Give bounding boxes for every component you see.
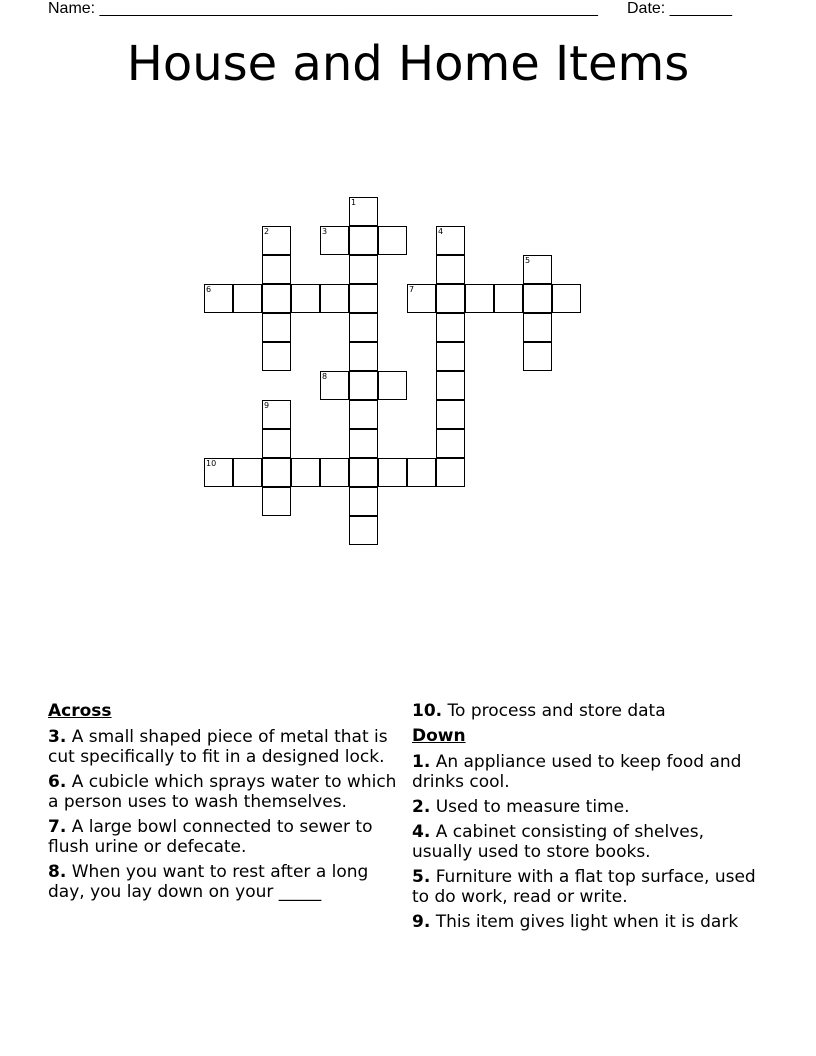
crossword-cell[interactable] bbox=[320, 226, 349, 255]
crossword-cell[interactable] bbox=[262, 429, 291, 458]
crossword-cell[interactable] bbox=[349, 342, 378, 371]
crossword-cell[interactable] bbox=[320, 284, 349, 313]
cell-number: 7 bbox=[409, 285, 415, 294]
clue-number: 3. bbox=[48, 727, 67, 747]
cell-number: 3 bbox=[322, 227, 328, 236]
crossword-cell[interactable] bbox=[436, 342, 465, 371]
crossword-cell[interactable] bbox=[407, 458, 436, 487]
crossword-cell[interactable] bbox=[349, 197, 378, 226]
name-field-label[interactable]: Name: ________________________________________________________ bbox=[48, 0, 598, 17]
clue-text: A large bowl connected to sewer to flush urine or defecate. bbox=[48, 817, 373, 857]
crossword-cell[interactable] bbox=[378, 458, 407, 487]
clue-across-3 bbox=[48, 727, 398, 767]
crossword-cell[interactable] bbox=[523, 284, 552, 313]
crossword-cell[interactable] bbox=[349, 284, 378, 313]
crossword-cell[interactable] bbox=[407, 284, 436, 313]
crossword-cell[interactable] bbox=[262, 226, 291, 255]
crossword-cell[interactable] bbox=[262, 458, 291, 487]
down-heading: Down bbox=[412, 726, 466, 746]
clue-text: This item gives light when it is dark bbox=[435, 912, 739, 932]
crossword-cell[interactable] bbox=[204, 284, 233, 313]
clue-down-9 bbox=[412, 912, 762, 932]
clue-number: 1. bbox=[412, 752, 431, 772]
crossword-cell[interactable] bbox=[436, 458, 465, 487]
clue-number: 9. bbox=[412, 912, 431, 932]
crossword-cell[interactable] bbox=[233, 458, 262, 487]
cell-number: 1 bbox=[351, 198, 357, 207]
crossword-cell[interactable] bbox=[349, 226, 378, 255]
clue-number: 10. bbox=[412, 701, 443, 721]
clue-text: Used to measure time. bbox=[435, 797, 630, 817]
crossword-cell[interactable] bbox=[262, 255, 291, 284]
clues-right-column bbox=[412, 701, 762, 937]
across-heading: Across bbox=[48, 701, 112, 721]
clue-text: To process and store data bbox=[447, 701, 666, 721]
crossword-cell[interactable] bbox=[349, 371, 378, 400]
crossword-cell[interactable] bbox=[349, 255, 378, 284]
crossword-cell[interactable] bbox=[436, 400, 465, 429]
cell-number: 5 bbox=[525, 256, 531, 265]
crossword-cell[interactable] bbox=[523, 255, 552, 284]
crossword-cell[interactable] bbox=[349, 429, 378, 458]
clue-across-8 bbox=[48, 862, 398, 902]
crossword-cell[interactable] bbox=[349, 516, 378, 545]
crossword-cell[interactable] bbox=[233, 284, 262, 313]
crossword-cell[interactable] bbox=[262, 342, 291, 371]
page-title: House and Home Items bbox=[126, 36, 690, 92]
clue-number: 4. bbox=[412, 822, 431, 842]
clue-text: A cabinet consisting of shelves, usually used to store books. bbox=[412, 822, 705, 862]
crossword-cell[interactable] bbox=[204, 458, 233, 487]
clue-text: An appliance used to keep food and drinks cool. bbox=[412, 752, 742, 792]
cell-number: 2 bbox=[264, 227, 270, 236]
crossword-cell[interactable] bbox=[262, 400, 291, 429]
crossword-cell[interactable] bbox=[465, 284, 494, 313]
crossword-cell[interactable] bbox=[494, 284, 523, 313]
crossword-cell[interactable] bbox=[436, 429, 465, 458]
crossword-cell[interactable] bbox=[291, 284, 320, 313]
crossword-cell[interactable] bbox=[262, 284, 291, 313]
clue-down-5 bbox=[412, 867, 762, 907]
cell-number: 10 bbox=[206, 459, 217, 468]
clue-number: 6. bbox=[48, 772, 67, 792]
cell-number: 6 bbox=[206, 285, 212, 294]
clues-left-column bbox=[48, 701, 398, 907]
crossword-cell[interactable] bbox=[349, 458, 378, 487]
crossword-cell[interactable] bbox=[349, 313, 378, 342]
clue-across-7 bbox=[48, 817, 398, 857]
crossword-cell[interactable] bbox=[436, 371, 465, 400]
clue-number: 5. bbox=[412, 867, 431, 887]
crossword-cell[interactable] bbox=[436, 255, 465, 284]
clue-down-1 bbox=[412, 752, 762, 792]
clue-down-4 bbox=[412, 822, 762, 862]
crossword-cell[interactable] bbox=[436, 313, 465, 342]
crossword-cell[interactable] bbox=[262, 313, 291, 342]
clue-text: Furniture with a flat top surface, used to do work, read or write. bbox=[412, 867, 756, 907]
crossword-cell[interactable] bbox=[262, 487, 291, 516]
crossword-cell[interactable] bbox=[436, 284, 465, 313]
clue-down-2 bbox=[412, 797, 762, 817]
clue-text: When you want to rest after a long day, you lay down on your _____ bbox=[48, 862, 369, 902]
cell-number: 8 bbox=[322, 372, 328, 381]
crossword-cell[interactable] bbox=[349, 487, 378, 516]
crossword-cell[interactable] bbox=[291, 458, 320, 487]
crossword-cell[interactable] bbox=[320, 371, 349, 400]
crossword-cell[interactable] bbox=[349, 400, 378, 429]
clue-number: 2. bbox=[412, 797, 431, 817]
clue-across-6 bbox=[48, 772, 398, 812]
clue-number: 7. bbox=[48, 817, 67, 837]
crossword-cell[interactable] bbox=[320, 458, 349, 487]
cell-number: 9 bbox=[264, 401, 270, 410]
clue-across-10 bbox=[412, 701, 762, 721]
crossword-cell[interactable] bbox=[552, 284, 581, 313]
crossword-cell[interactable] bbox=[436, 226, 465, 255]
crossword-cell[interactable] bbox=[523, 342, 552, 371]
clue-number: 8. bbox=[48, 862, 67, 882]
crossword-cell[interactable] bbox=[523, 313, 552, 342]
clue-text: A small shaped piece of metal that is cut specifically to fit in a designed lock. bbox=[48, 727, 388, 767]
clue-text: A cubicle which sprays water to which a person uses to wash themselves. bbox=[48, 772, 397, 812]
cell-number: 4 bbox=[438, 227, 444, 236]
crossword-cell[interactable] bbox=[378, 226, 407, 255]
date-field-label[interactable]: Date: _______ bbox=[627, 0, 732, 17]
crossword-cell[interactable] bbox=[378, 371, 407, 400]
